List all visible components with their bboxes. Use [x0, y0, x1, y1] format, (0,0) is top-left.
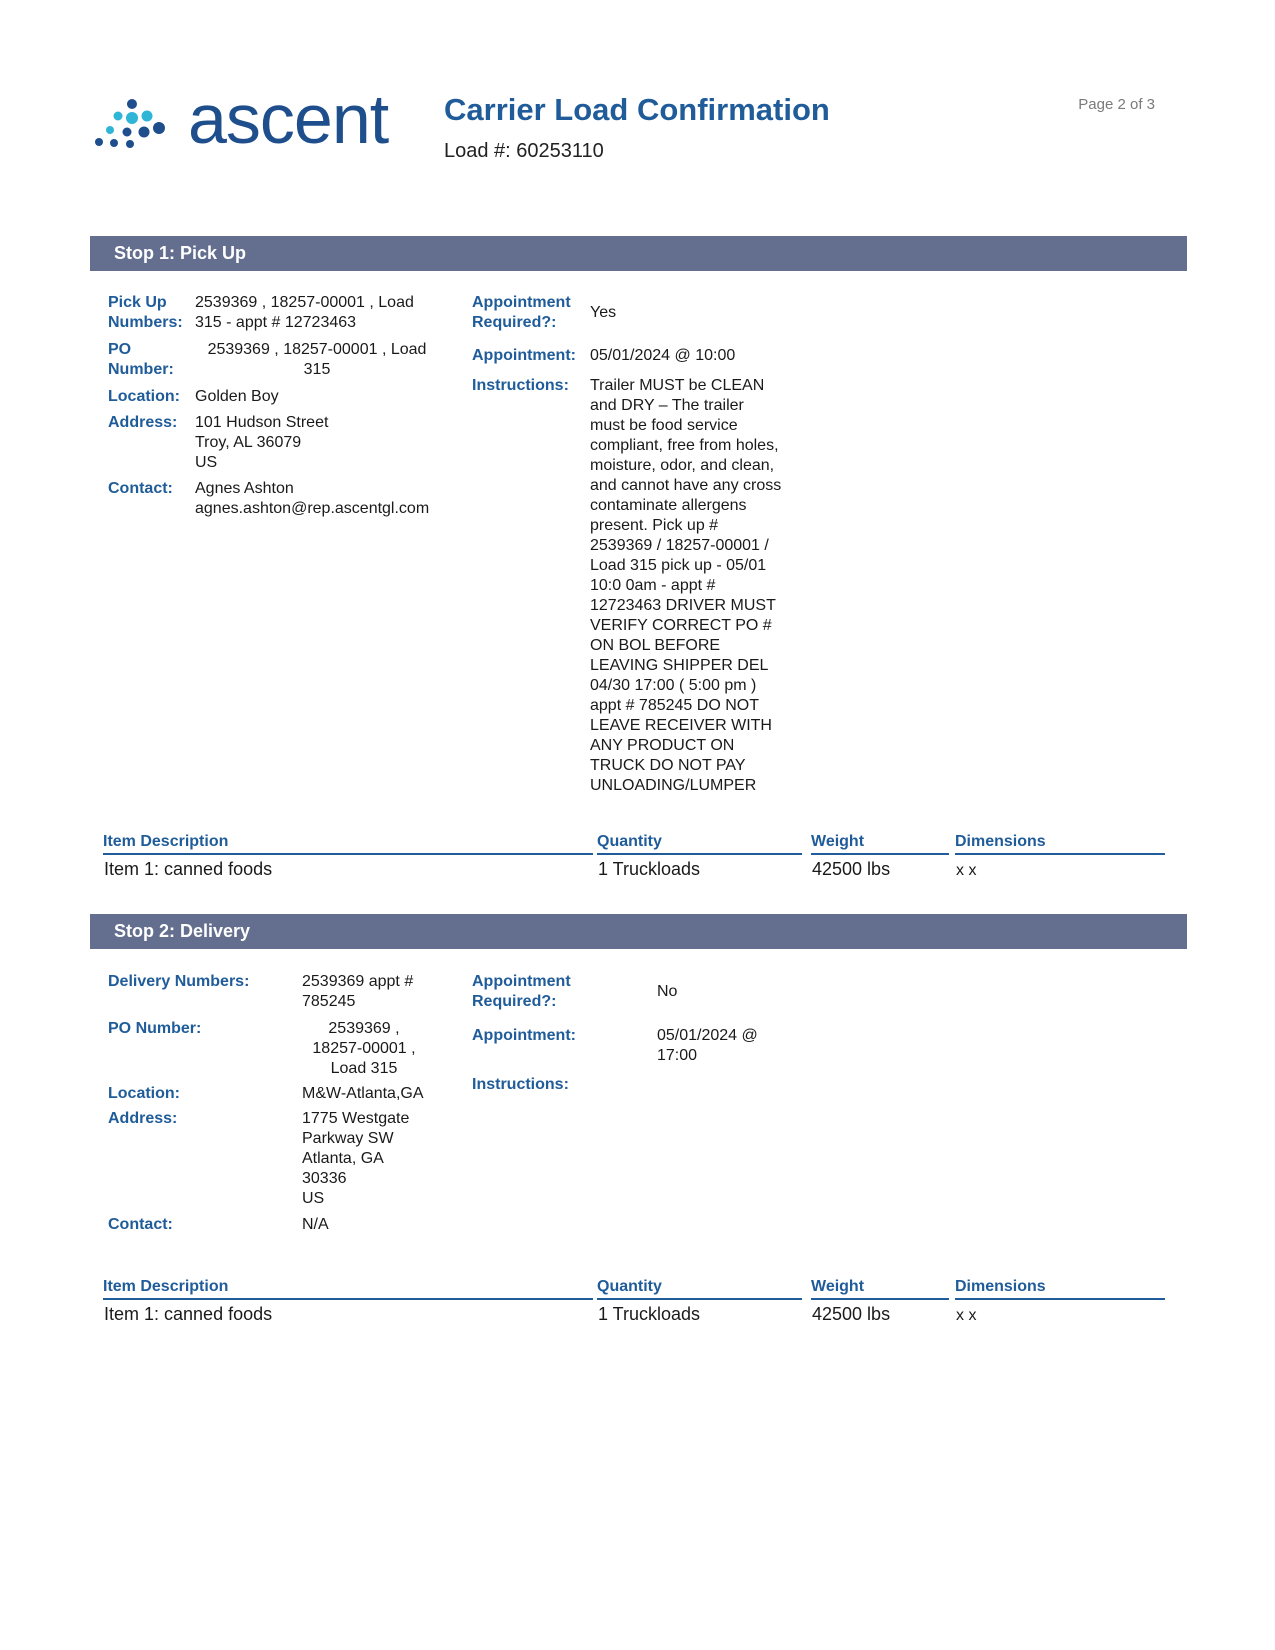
stop1-item-dimensions: x x — [956, 862, 977, 879]
stop2-po-value: 2539369 , 18257-00001 , Load 315 — [312, 1020, 416, 1077]
stop2-instructions-label: Instructions: — [472, 1076, 569, 1093]
document-title: Carrier Load Confirmation — [444, 92, 830, 127]
stop1-location-value: Golden Boy — [195, 388, 279, 405]
stop1-instructions-label: Instructions: — [472, 377, 569, 394]
stop2-address-value: 1775 Westgate Parkway SW Atlanta, GA 30336 US — [302, 1110, 410, 1207]
stop1-pickup-label: Pick Up Numbers: — [108, 294, 183, 331]
stop1-po-value: 2539369 , 18257-00001 , Load 315 — [207, 341, 427, 378]
stop2-appointment-value: 05/01/2024 @ 17:00 — [657, 1027, 758, 1064]
stop2-item-header-weight: Weight — [811, 1277, 949, 1300]
stop1-location-label: Location: — [108, 388, 180, 405]
page-indicator: Page 2 of 3 — [1078, 96, 1155, 113]
stop1-item-description: Item 1: canned foods — [104, 859, 273, 879]
logo-wordmark: ascent — [188, 80, 389, 158]
stop2-address-label: Address: — [108, 1110, 178, 1127]
stop2-delivery-value: 2539369 appt # 785245 — [302, 973, 414, 1010]
stop1-item-header-dimensions: Dimensions — [955, 832, 1165, 855]
load-number: Load #: 60253110 — [444, 140, 604, 162]
stop1-contact-label: Contact: — [108, 480, 173, 497]
stop2-contact-value: N/A — [302, 1216, 329, 1233]
stop1-heading: Stop 1: Pick Up — [90, 236, 1187, 271]
stop1-instructions-value: Trailer MUST be CLEAN and DRY – The trailer must be food service compliant, free from holes, moisture, odor, and clean, and cannot have any cross contaminate allergens present. Pick up # 2539369 / 18257-00001 / Load 315 pick up - 05/01 10:0 0am - appt # 12723463 DRIVER MUST VERIFY CORRECT PO # ON BOL BEFORE LEAVING SHIPPER DEL 04/30 17:00 ( 5:00 pm ) appt # 785245 DO NOT LEAVE RECEIVER WITH ANY PRODUCT ON TRUCK DO NOT PAY UNLOADING/LUMPER — [590, 377, 782, 794]
stop1-appointment-label: Appointment: — [472, 347, 576, 364]
stop1-contact-value: Agnes Ashton agnes.ashton@rep.ascentgl.com — [195, 480, 430, 517]
stop1-pickup-value: 2539369 , 18257-00001 , Load 315 - appt # 12723463 — [195, 294, 414, 331]
stop1-address-label: Address: — [108, 414, 178, 431]
stop2-appt-required-label: Appointment Required?: — [472, 973, 571, 1010]
stop2-item-header-dimensions: Dimensions — [955, 1277, 1165, 1300]
stop1-po-label: PO Number: — [108, 341, 174, 378]
stop2-item-description: Item 1: canned foods — [104, 1304, 273, 1324]
logo-dots-icon — [92, 96, 188, 162]
stop2-item-quantity: 1 Truckloads — [598, 1304, 701, 1324]
stop2-contact-label: Contact: — [108, 1216, 173, 1233]
stop2-item-weight: 42500 lbs — [812, 1304, 891, 1324]
stop1-item-header-quantity: Quantity — [597, 832, 802, 855]
stop1-appointment-value: 05/01/2024 @ 10:00 — [590, 347, 736, 364]
stop2-location-value: M&W-Atlanta,GA — [302, 1085, 424, 1102]
ascent-logo — [92, 80, 412, 162]
stop2-delivery-label: Delivery Numbers: — [108, 973, 250, 990]
stop1-item-header-weight: Weight — [811, 832, 949, 855]
stop2-heading: Stop 2: Delivery — [90, 914, 1187, 949]
stop1-appt-required-label: Appointment Required?: — [472, 294, 571, 331]
stop1-appt-required-value: Yes — [590, 304, 617, 321]
stop1-item-quantity: 1 Truckloads — [598, 859, 701, 879]
stop1-address-value: 101 Hudson Street Troy, AL 36079 US — [195, 414, 329, 471]
stop2-item-dimensions: x x — [956, 1307, 977, 1324]
stop2-location-label: Location: — [108, 1085, 180, 1102]
stop2-item-header-description: Item Description — [103, 1277, 593, 1300]
stop2-appointment-label: Appointment: — [472, 1027, 576, 1044]
stop2-appt-required-value: No — [657, 983, 678, 1000]
stop2-po-label: PO Number: — [108, 1020, 202, 1037]
stop2-item-header-quantity: Quantity — [597, 1277, 802, 1300]
stop1-item-weight: 42500 lbs — [812, 859, 891, 879]
stop1-item-header-description: Item Description — [103, 832, 593, 855]
